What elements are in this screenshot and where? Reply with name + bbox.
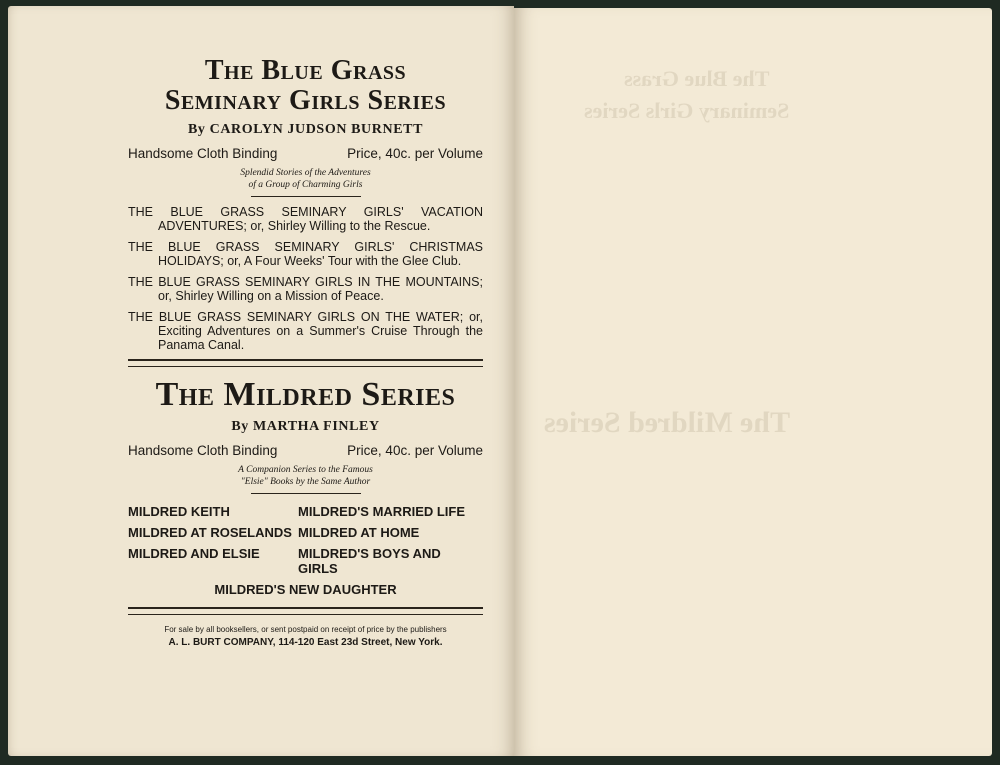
footer — [128, 625, 483, 648]
publisher-address: A. L. BURT COMPANY, 114-120 East 23d Street, New York. — [168, 637, 443, 648]
blue-grass-tagline-line2: of a Group of Charming Girls — [248, 180, 363, 190]
book-title: MILDRED AND ELSIE — [128, 546, 260, 561]
mildred-price: Price, 40c. per Volume — [347, 443, 483, 458]
bleed-through-title: The Blue Grass — [624, 66, 770, 91]
book-title: MILDRED'S NEW DAUGHTER — [214, 582, 397, 597]
mildred-tagline-line2: "Elsie" Books by the Same Author — [240, 477, 371, 487]
blue-grass-price-row — [128, 146, 483, 161]
book-entry — [128, 205, 483, 233]
book-entry — [128, 240, 483, 268]
book-entry — [128, 310, 483, 352]
right-page-blank — [514, 8, 992, 756]
book-title: THE BLUE GRASS SEMINARY GIRLS' CHRISTMAS HOLIDAYS; or, A Four Weeks' Tour with the Glee Club. — [128, 240, 483, 268]
divider — [251, 196, 361, 197]
blue-grass-price: Price, 40c. per Volume — [347, 146, 483, 161]
bleed-through-title: The Mildred Series — [544, 406, 791, 439]
mildred-book-grid — [128, 504, 483, 576]
blue-grass-book-list — [128, 205, 483, 352]
book-title: MILDRED'S MARRIED LIFE — [298, 504, 466, 519]
book-title: THE BLUE GRASS SEMINARY GIRLS IN THE MOUNTAINS; or, Shirley Willing on a Mission of Peace. — [128, 275, 483, 303]
blue-grass-tagline — [128, 167, 483, 191]
mildred-author: By MARTHA FINLEY — [231, 419, 380, 434]
book-title: THE BLUE GRASS SEMINARY GIRLS ON THE WATER; or, Exciting Adventures on a Summer's Cruise Through the Panama Canal. — [128, 310, 483, 352]
mildred-tagline-line1: A Companion Series to the Famous — [238, 465, 373, 475]
blue-grass-tagline-line1: Splendid Stories of the Adventures — [240, 168, 371, 178]
double-divider — [128, 607, 483, 615]
book-title: THE BLUE GRASS SEMINARY GIRLS' VACATION ADVENTURES; or, Shirley Willing to the Rescue. — [128, 205, 483, 233]
book-entry — [128, 275, 483, 303]
book-title: MILDRED AT HOME — [298, 525, 420, 540]
blue-grass-title-line1: The Blue Grass — [204, 55, 407, 86]
mildred-tagline — [128, 464, 483, 488]
blue-grass-title-line2: Seminary Girls Series — [164, 85, 447, 116]
mildred-price-row — [128, 443, 483, 458]
advertisement-content — [128, 56, 483, 648]
mildred-section — [128, 377, 483, 435]
double-divider — [128, 359, 483, 367]
blue-grass-section — [128, 56, 483, 138]
left-page — [8, 6, 514, 756]
mildred-binding: Handsome Cloth Binding — [128, 443, 278, 458]
footer-note: For sale by all booksellers, or sent postpaid on receipt of price by the publishers — [164, 625, 447, 634]
mildred-title: The Mildred Series — [155, 376, 456, 413]
blue-grass-author: By CAROLYN JUDSON BURNETT — [187, 122, 424, 137]
divider — [251, 493, 361, 494]
bleed-through-title: Seminary Girls Series — [584, 98, 790, 123]
book-title: MILDRED'S BOYS AND GIRLS — [298, 546, 441, 576]
blue-grass-binding: Handsome Cloth Binding — [128, 146, 278, 161]
book-title: MILDRED KEITH — [128, 504, 230, 519]
book-title: MILDRED AT ROSELANDS — [128, 525, 292, 540]
